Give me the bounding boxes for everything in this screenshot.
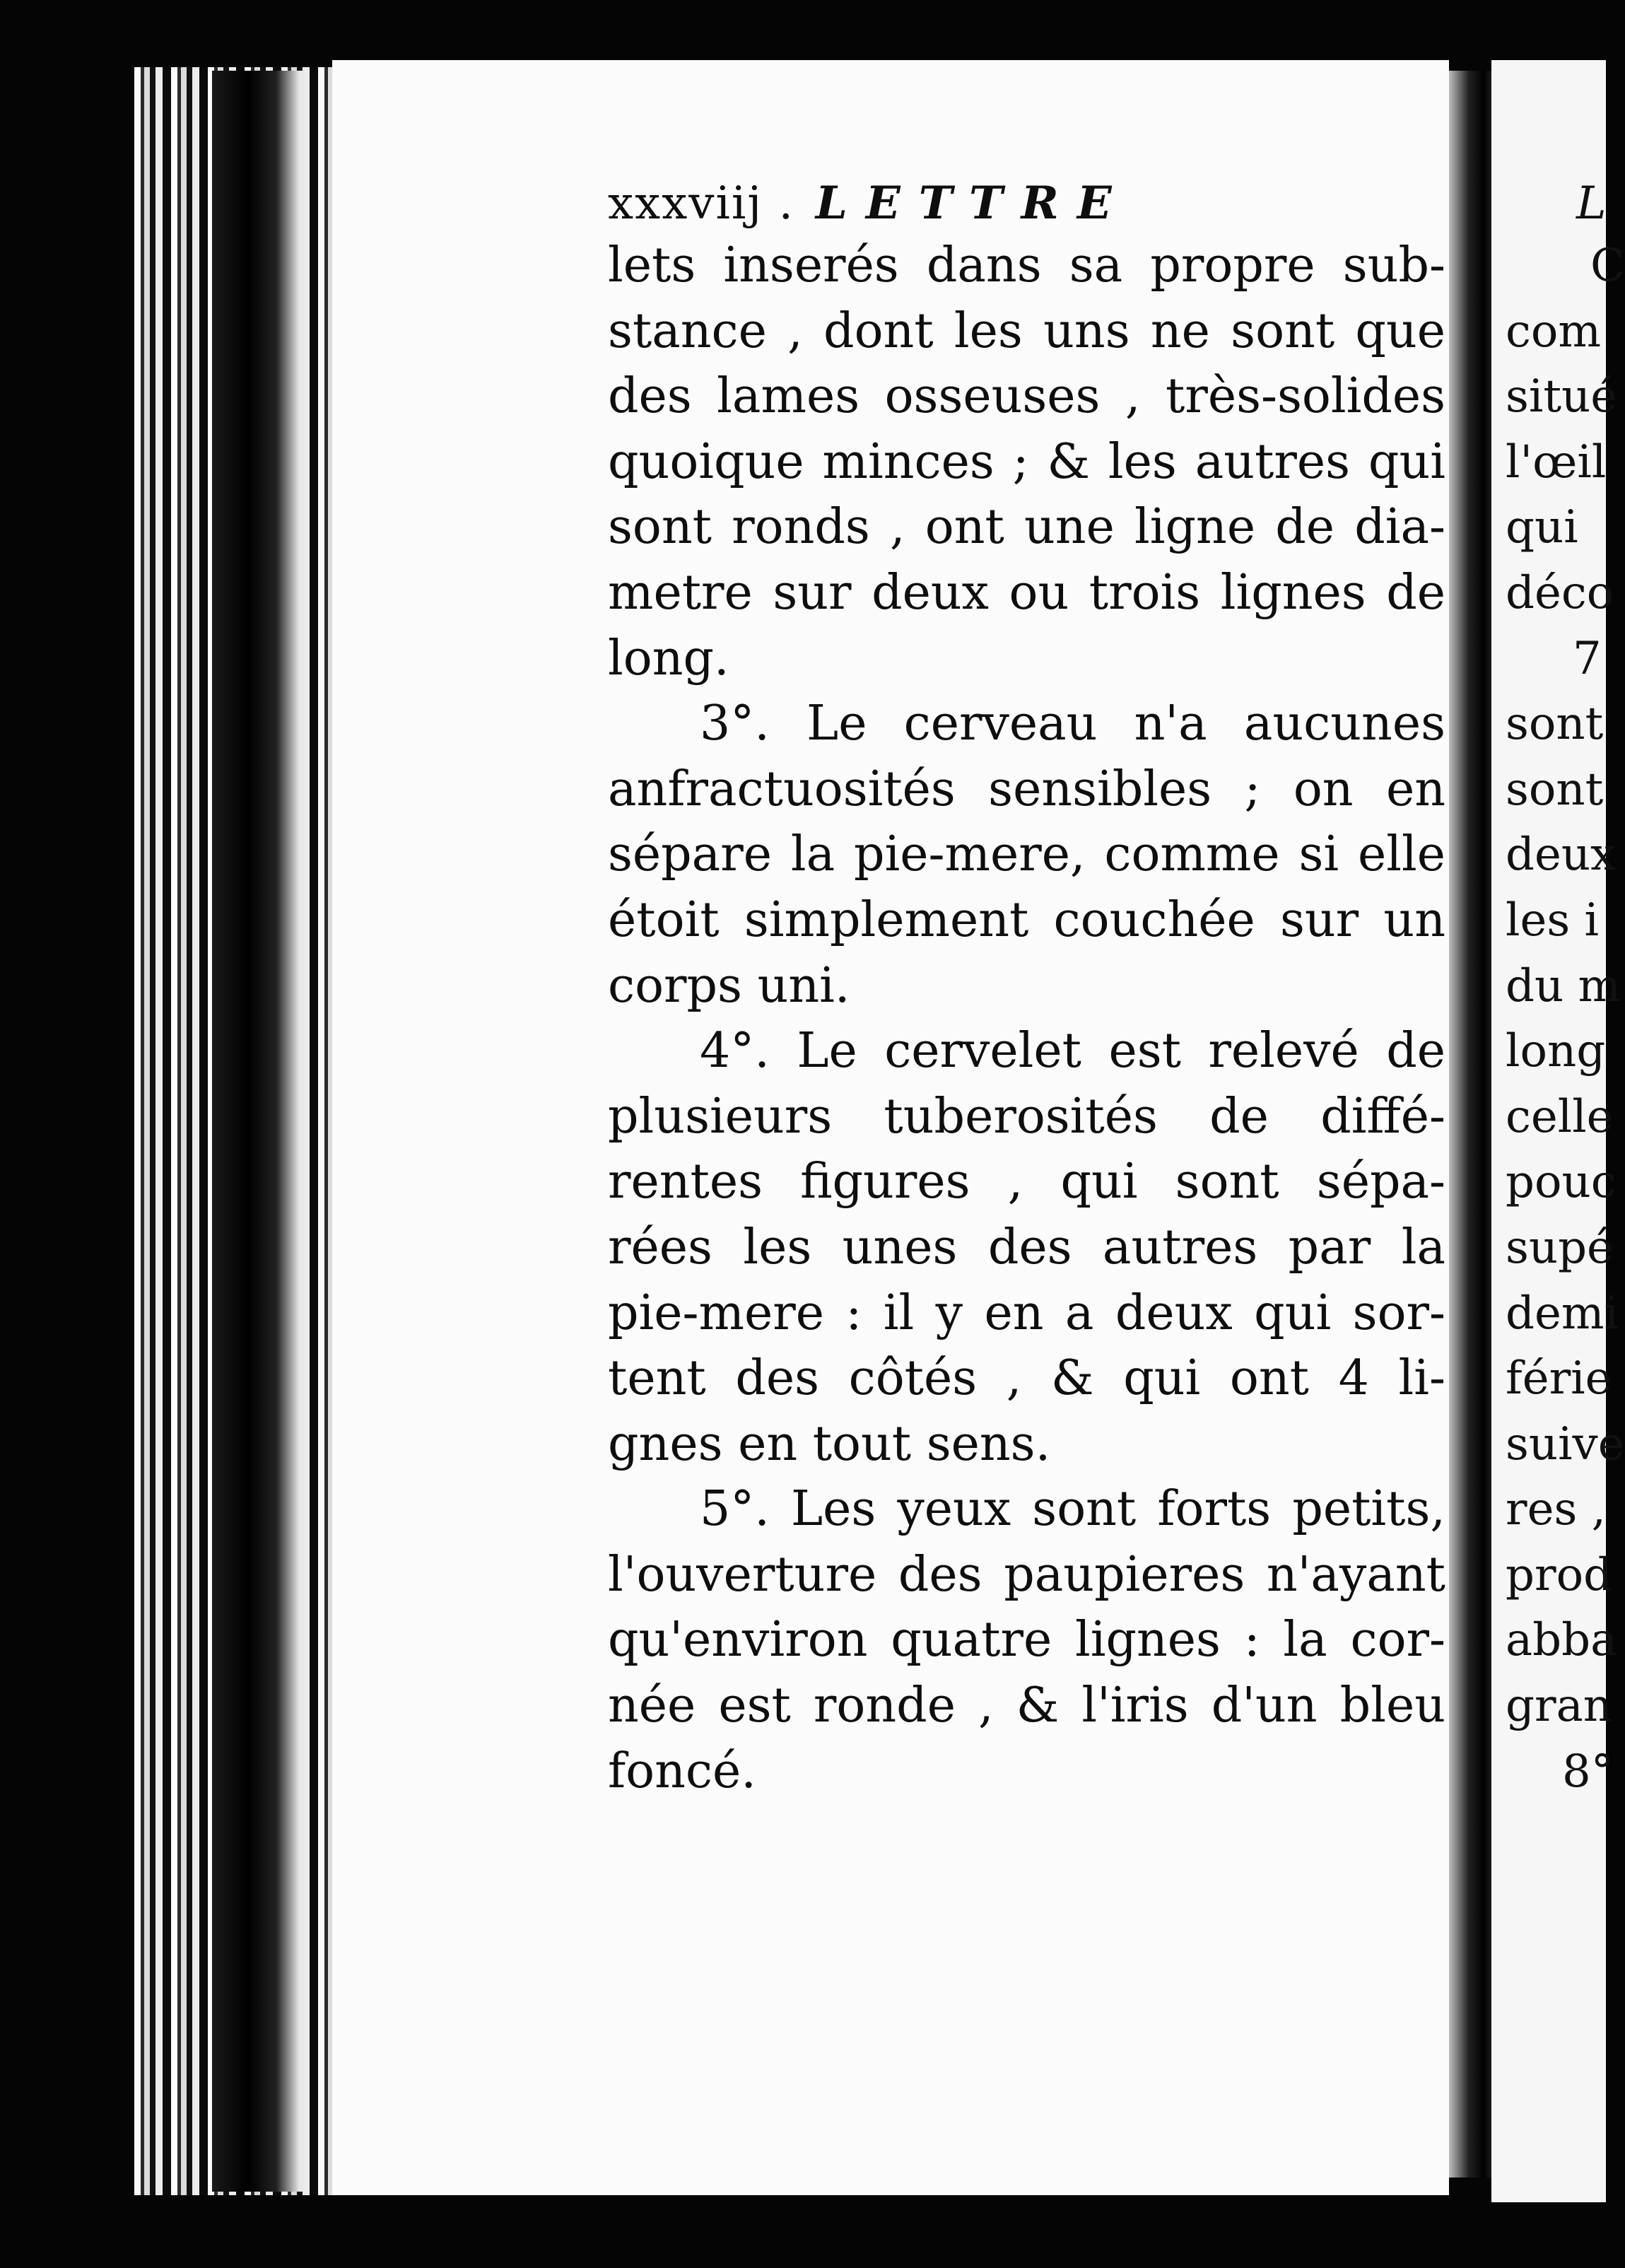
text-line: tent des côtés , & qui ont 4 li- <box>608 1350 1445 1407</box>
facing-line: abba <box>1506 1614 1618 1667</box>
text-line: corps uni. <box>608 957 850 1014</box>
text-line: des lames osseuses , très-solides <box>608 368 1445 425</box>
text-line: stance , dont les uns ne sont que <box>608 303 1445 359</box>
facing-line: sont <box>1506 763 1604 816</box>
facing-line: supé <box>1506 1221 1614 1274</box>
text-line: long. <box>608 630 729 686</box>
facing-line: 7 <box>1573 632 1602 685</box>
facing-line: sont <box>1506 698 1604 751</box>
text-line: l'ouverture des paupieres n'ayant <box>608 1546 1445 1603</box>
facing-line: gran <box>1506 1680 1612 1733</box>
facing-line: prod <box>1506 1548 1613 1601</box>
facing-line: res , <box>1506 1483 1606 1536</box>
facing-line: demi <box>1506 1287 1619 1340</box>
facing-line: qui <box>1506 501 1578 554</box>
facing-line: 8° <box>1562 1745 1614 1798</box>
facing-line: C <box>1590 240 1625 292</box>
facing-line: situé <box>1506 370 1618 423</box>
facing-line: les i <box>1506 894 1599 947</box>
facing-line: du m <box>1506 959 1621 1012</box>
facing-line: L <box>1576 177 1607 230</box>
text-line: étoit simplement couchée sur un <box>608 892 1445 948</box>
paragraph-start: 5°. Les yeux sont forts petits, <box>700 1481 1445 1538</box>
running-title: LETTRE <box>815 177 1130 230</box>
facing-line: celle <box>1506 1090 1614 1143</box>
text-line: plusieurs tuberosités de diffé- <box>608 1088 1445 1145</box>
text-line: foncé. <box>608 1743 756 1799</box>
running-header <box>608 177 1445 233</box>
facing-line: suive <box>1506 1418 1625 1471</box>
facing-line: férie <box>1506 1352 1612 1405</box>
text-line: lets inserés dans sa propre sub- <box>608 238 1445 293</box>
text-line: sépare la pie-mere, comme si elle <box>608 826 1445 883</box>
facing-line: pouc <box>1506 1156 1617 1209</box>
text-line: quoique minces ; & les autres qui <box>608 433 1445 490</box>
text-line: née est ronde , & l'iris d'un bleu <box>608 1678 1445 1734</box>
facing-line: déco <box>1506 566 1614 619</box>
paragraph-start: 4°. Le cervelet est relevé de <box>700 1023 1445 1080</box>
text-line: qu'environ quatre lignes : la cor- <box>608 1612 1445 1668</box>
facing-line: long <box>1506 1025 1606 1078</box>
page-text <box>608 177 1445 1804</box>
page-edge-shadow <box>212 71 304 2192</box>
facing-line: deux <box>1506 829 1617 882</box>
facing-line: l'œil <box>1506 436 1607 489</box>
paragraph-start: 3°. Le cerveau n'a aucunes <box>700 696 1445 752</box>
folio-number: xxxviij . <box>608 177 794 230</box>
text-line: rentes figures , qui sont sépa- <box>608 1154 1445 1210</box>
text-line: gnes en tout sens. <box>608 1415 1051 1472</box>
text-line: metre sur deux ou trois lignes de <box>608 564 1445 621</box>
facing-page-text <box>1506 177 1625 1804</box>
text-line: pie-mere : il y en a deux qui sor- <box>608 1285 1445 1341</box>
facing-line: com <box>1506 305 1602 358</box>
text-line: sont ronds , ont une ligne de dia- <box>608 499 1445 556</box>
text-line: rées les unes des autres par la <box>608 1219 1445 1275</box>
text-line: anfractuosités sensibles ; on en <box>608 761 1445 817</box>
